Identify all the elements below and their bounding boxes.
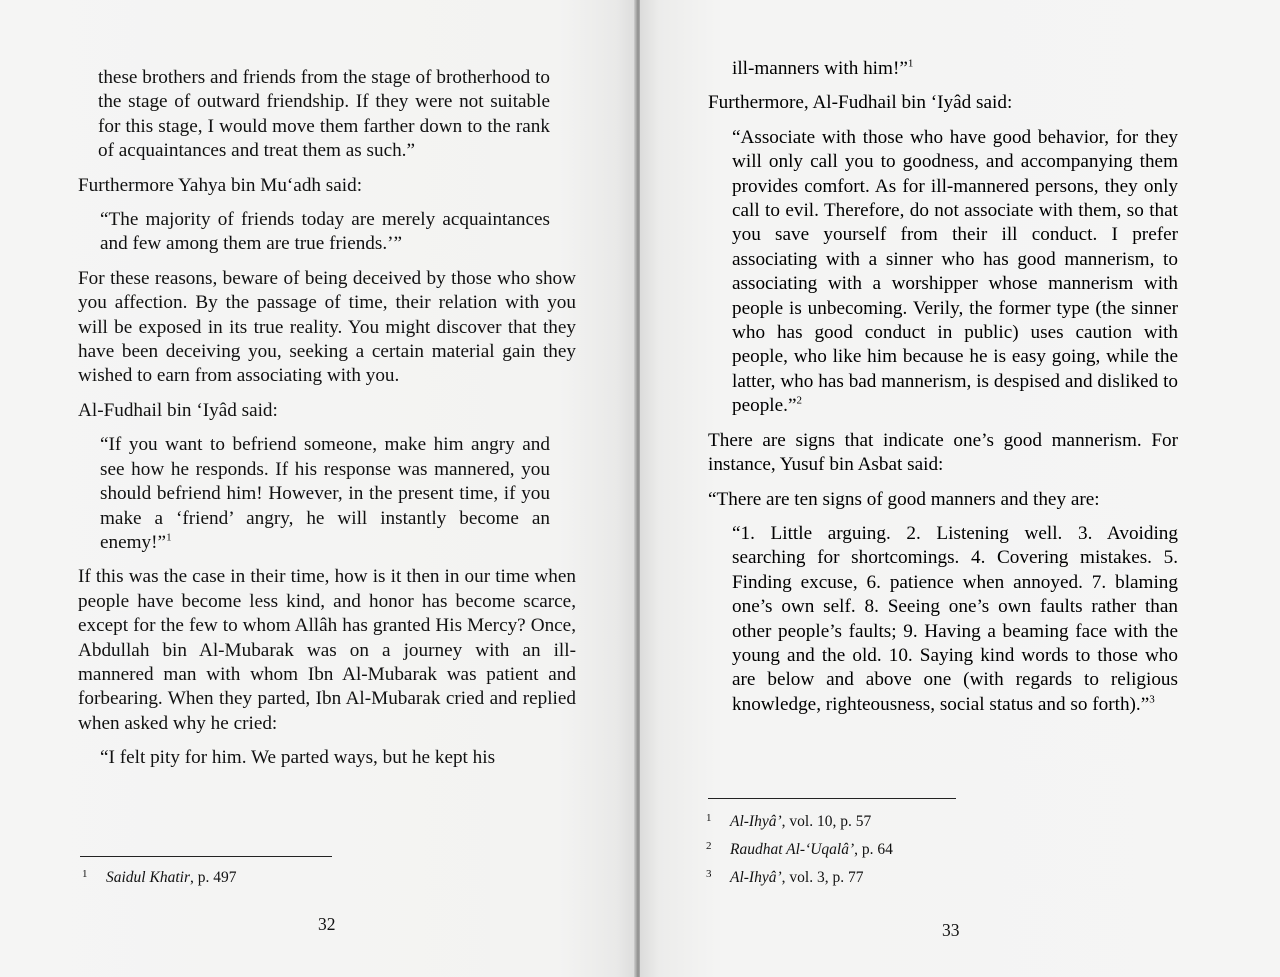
quote-text: “1. Little arguing. 2. Listening well. 3. Avoiding searching for shortcomings. 4. Covering mistakes. 5. Finding excuse, 6. patience when annoyed. 7. blaming one’s own self. 8. Seeing one’s own faults rather than other people’s faults; 9. Having a beaming face with the young and the old. 10. Saying kind words to those who are below and above one (with regards to religious knowledge, righteousness, social status and so forth).”: [732, 522, 1178, 715]
left-page-body: [78, 66, 576, 781]
footnote-source: Saidul Khatir: [106, 869, 190, 886]
paragraph: There are signs that indicate one’s good mannerism. For instance, Yusuf bin Asbat said:: [708, 429, 1178, 476]
paragraph: If this was the case in their time, how is it then in our time when people have become less kind, and honor has become scarce, except for the few to whom Allâh has granted His Mercy? Once, Abdullah bin Al-Mubarak was on a journey with an ill-mannered man with whom Ibn Al-Mubarak was patient and forbearing. When they parted, Ibn Al-Mubarak cried and replied when asked why he cried:: [78, 566, 576, 734]
quote-text: “If you want to befriend someone, make him angry and see how he responds. If his response was mannered, you should befriend him! However, in the present time, if you make a ‘friend’ angry, he will instantly become an enemy!”: [100, 434, 550, 553]
footnote-number: 1: [706, 812, 712, 824]
block-quote: “The majority of friends today are merely acquaintances and few among them are true friends.’”: [100, 209, 550, 255]
right-page-body: [708, 57, 1178, 727]
footnote-source: Al-Ihyâ’: [730, 869, 782, 886]
block-quote: “I felt pity for him. We parted ways, but he kept his: [100, 747, 496, 769]
footnote-ref: 3: [1149, 693, 1155, 706]
footnote-number: 1: [82, 868, 88, 880]
footnote-detail: , vol. 3, p. 77: [781, 869, 864, 886]
footnote-divider: [708, 798, 956, 799]
footnote-number: 2: [706, 840, 712, 852]
footnote-divider: [80, 856, 332, 857]
footnote-ref: 2: [796, 394, 802, 407]
footnote-detail: , vol. 10, p. 57: [781, 813, 872, 830]
quote-text: ill-manners with him!”: [732, 58, 908, 79]
paragraph: Furthermore, Al-Fudhail bin ‘Iyâd said:: [708, 92, 1013, 114]
footnote: [706, 808, 893, 836]
block-quote: [100, 433, 550, 555]
block-quote: [732, 126, 1178, 419]
block-quote: [732, 522, 1178, 717]
footnote-detail: , p. 64: [854, 841, 893, 858]
quote-continuation: these brothers and friends from the stage of brotherhood to the stage of outward friendship. If they were not suitable for this stage, I would move them farther down to the rank of acquaintances and treat them as such.”: [98, 67, 550, 162]
left-page: [0, 0, 636, 977]
page-number: 33: [942, 920, 960, 940]
footnote: [82, 864, 236, 892]
footnote-number: 3: [706, 868, 712, 880]
paragraph: For these reasons, beware of being deceived by those who show you affection. By the passage of time, their relation with you will be exposed in its true reality. You might discover that they have been deceiving you, seeking a certain material gain they wished to earn from associating with you.: [78, 267, 576, 387]
footnote-source: Raudhat Al-‘Uqalâ’: [730, 841, 855, 858]
footnotes: [706, 808, 893, 892]
block-quote: [732, 57, 1178, 81]
paragraph: Al-Fudhail bin ‘Iyâd said:: [78, 399, 278, 421]
footnote-source: Al-Ihyâ’: [730, 813, 782, 830]
footnote-ref: 1: [166, 531, 172, 544]
footnote-detail: , p. 497: [189, 869, 237, 886]
paragraph: Furthermore Yahya bin Mu‘adh said:: [78, 174, 363, 196]
paragraph: “There are ten signs of good manners and they are:: [708, 488, 1100, 510]
footnote: [706, 864, 893, 892]
footnote-ref: 1: [907, 57, 914, 70]
page-number: 32: [318, 914, 336, 934]
quote-text: “Associate with those who have good behavior, for they will only call you to goodness, and accompanying them provides comfort. As for ill-mannered persons, they only call to evil. Therefore, do not associate with them, so that you save yourself from their ill conduct. I prefer associating with a sinner who has good mannerism, to associating with a worshipper whose mannerism with people is unbecoming. Verily, the former type (the sinner who has good conduct in public) uses caution with people, who like him because he is easy going, while the latter, who has bad mannerism, is despised and disliked to people.”: [732, 126, 1178, 417]
footnote: [706, 836, 893, 864]
footnotes: [82, 864, 236, 892]
